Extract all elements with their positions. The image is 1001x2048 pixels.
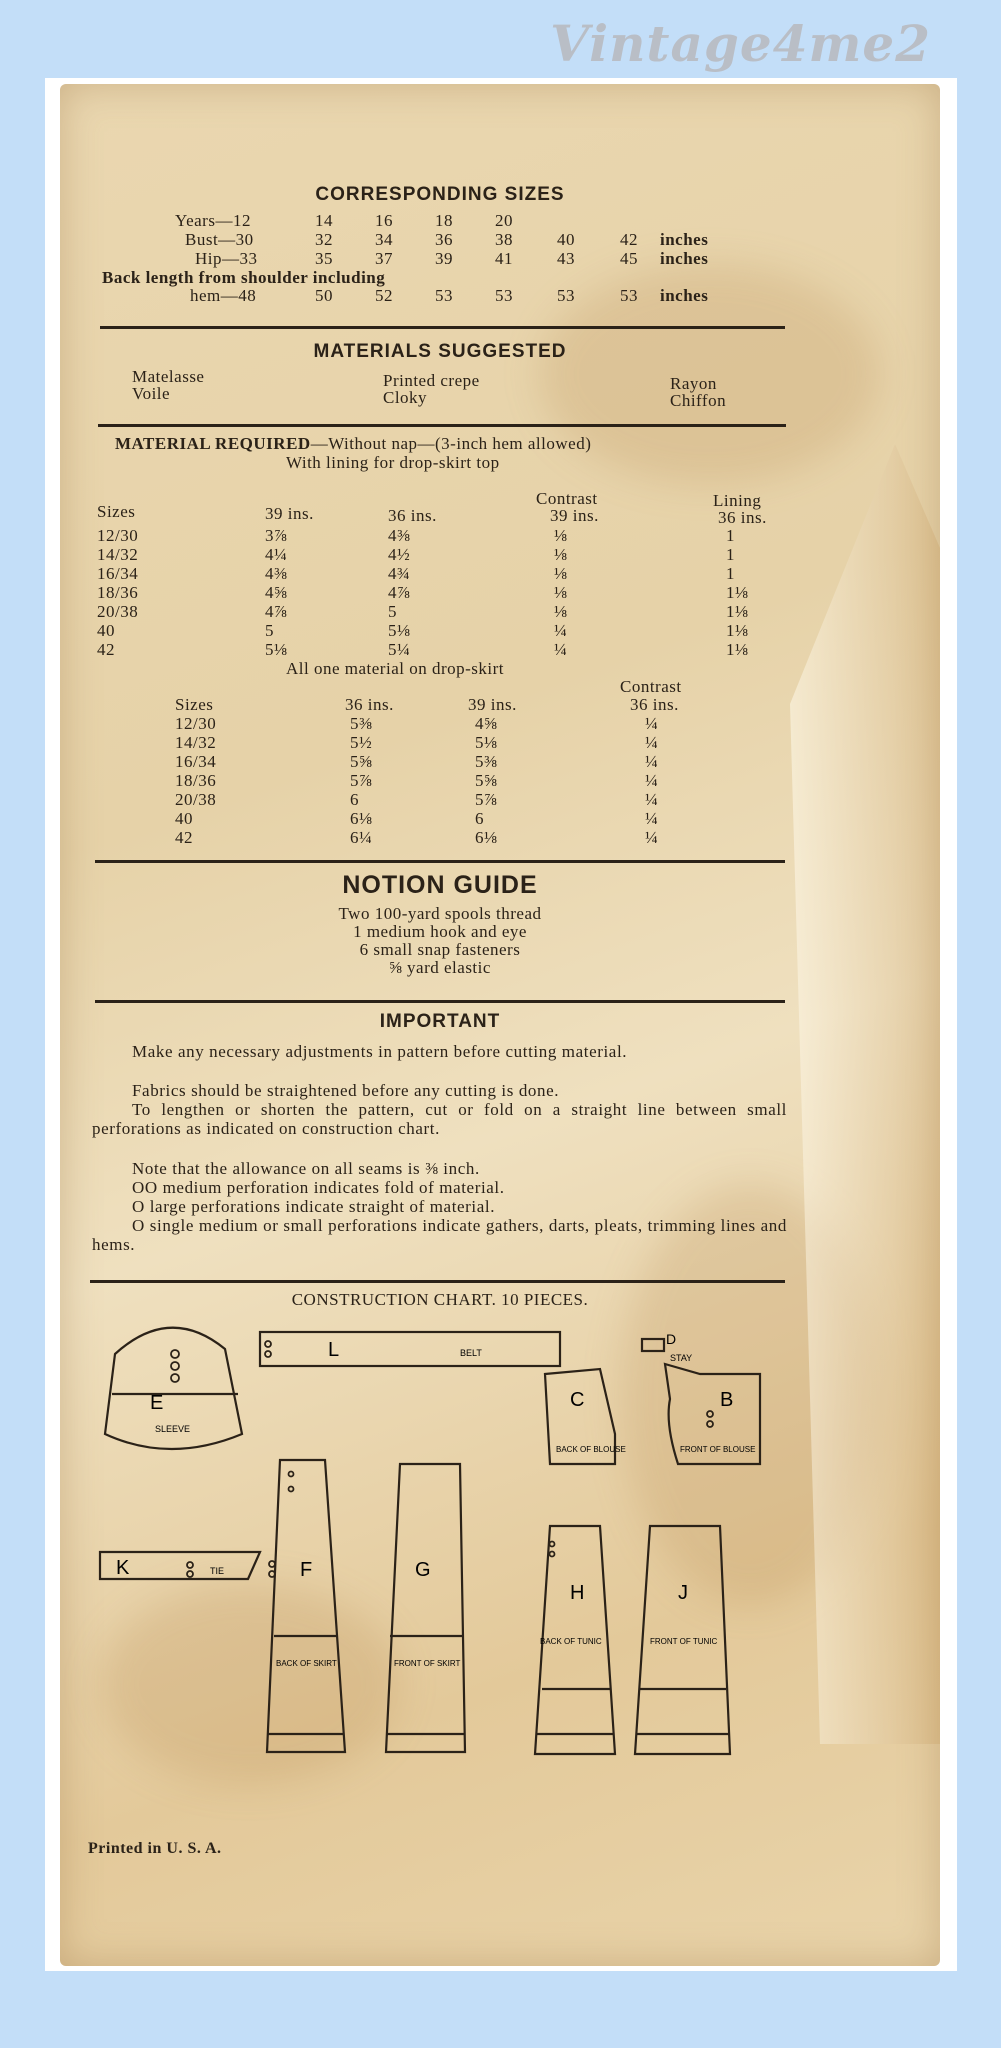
piece-label: FRONT OF SKIRT [394, 1659, 461, 1668]
yardage-cell: ⅛ [554, 583, 568, 602]
important-text: O single medium or small perforations indicate gathers, darts, pleats, trimming lines and hems. [92, 1216, 787, 1254]
important-text: O large perforations indicate straight of material. [132, 1197, 496, 1216]
notion-item: Two 100-yard spools thread [338, 904, 542, 923]
yardage-cell: 1⅛ [726, 583, 749, 602]
piece-letter: L [328, 1339, 340, 1361]
yardage-cell: 5⅜ [350, 714, 373, 733]
piece-letter: B [720, 1389, 734, 1411]
yardage-cell: 5½ [350, 733, 373, 752]
hip-value: 43 [557, 249, 575, 268]
piece-letter: G [415, 1559, 431, 1581]
required-subtitle-2: All one material on drop-skirt [286, 659, 505, 678]
yardage-cell: ¼ [645, 809, 659, 828]
yardage-cell: 4⅜ [265, 564, 288, 583]
col-header: Sizes [97, 502, 136, 521]
piece-letter: H [570, 1582, 585, 1604]
hip-unit: inches [660, 249, 709, 268]
col-header: 39 ins. [468, 695, 517, 714]
size-cell: 40 [175, 809, 193, 828]
size-cell: 16/34 [175, 752, 217, 771]
yardage-cell: 4½ [388, 545, 411, 564]
hem-value: 52 [375, 286, 393, 305]
back-length-label: Back length from shoulder including [102, 268, 386, 287]
material-item: Matelasse [132, 367, 205, 386]
years-value: 20 [495, 211, 513, 230]
yardage-cell: 6¼ [350, 828, 373, 847]
years-value: 14 [315, 211, 333, 230]
divider [100, 326, 785, 329]
important-text: OO medium perforation indicates fold of material. [132, 1178, 505, 1197]
piece-label: SLEEVE [155, 1424, 191, 1434]
col-header: 39 ins. [265, 504, 314, 523]
yardage-cell: ¼ [645, 752, 659, 771]
hip-value: 35 [315, 249, 333, 268]
yardage-cell: ¼ [645, 828, 659, 847]
piece-label: BACK OF TUNIC [540, 1637, 602, 1646]
bust-value: 36 [435, 230, 453, 249]
size-cell: 40 [97, 621, 115, 640]
hip-value: 37 [375, 249, 393, 268]
yardage-cell: ¼ [554, 621, 568, 640]
materials-title: MATERIALS SUGGESTED [313, 341, 567, 362]
yardage-cell: 4⅜ [388, 526, 411, 545]
col-header: 36 ins. [630, 695, 679, 714]
size-cell: 14/32 [175, 733, 217, 752]
col-header: Contrast [620, 677, 682, 696]
pattern-envelope [60, 84, 940, 1966]
bust-value: 40 [557, 230, 575, 249]
yardage-cell: 3⅞ [265, 526, 288, 545]
bust-value: 32 [315, 230, 333, 249]
yardage-cell: 1⅛ [726, 602, 749, 621]
yardage-cell: 4¾ [388, 564, 411, 583]
construction-chart [60, 1314, 820, 1844]
yardage-cell: 1 [726, 545, 735, 564]
yardage-cell: 5⅛ [475, 733, 498, 752]
size-cell: 18/36 [175, 771, 217, 790]
size-cell: 12/30 [175, 714, 217, 733]
yardage-cell: 5 [265, 621, 274, 640]
size-cell: 12/30 [97, 526, 139, 545]
size-cell: 42 [175, 828, 193, 847]
yardage-cell: ¼ [645, 771, 659, 790]
material-item: Printed crepe [383, 371, 480, 390]
piece-letter: K [116, 1557, 130, 1579]
notion-item: 6 small snap fasteners [359, 940, 521, 959]
yardage-cell: 4⅞ [265, 602, 288, 621]
col-header: 36 ins. [718, 508, 767, 527]
hip-value: 41 [495, 249, 513, 268]
yardage-cell: 6⅛ [350, 809, 373, 828]
yardage-cell: 1 [726, 526, 735, 545]
hem-unit: inches [660, 286, 709, 305]
size-cell: 20/38 [175, 790, 217, 809]
bust-value: 38 [495, 230, 513, 249]
yardage-cell: 6⅛ [475, 828, 498, 847]
notion-item: ⅝ yard elastic [389, 958, 491, 977]
yardage-cell: 4⅞ [388, 583, 411, 602]
footer-printed: Printed in U. S. A. [88, 1840, 222, 1857]
yardage-cell: 4¼ [265, 545, 288, 564]
col-header: 36 ins. [345, 695, 394, 714]
years-value: 18 [435, 211, 453, 230]
piece-label: BELT [460, 1348, 482, 1358]
size-cell: 42 [97, 640, 115, 659]
size-cell: 20/38 [97, 602, 139, 621]
bust-label: Bust—30 [185, 230, 254, 249]
years-label: Years—12 [175, 211, 251, 230]
material-item: Chiffon [670, 391, 727, 410]
yardage-cell: ¼ [645, 714, 659, 733]
yardage-cell: ⅛ [554, 564, 568, 583]
hem-label: hem—48 [190, 286, 257, 305]
material-item: Rayon [670, 374, 717, 393]
notion-title: NOTION GUIDE [342, 871, 538, 899]
yardage-cell: 5⅝ [475, 771, 498, 790]
hem-value: 53 [495, 286, 513, 305]
piece-label: TIE [210, 1566, 225, 1576]
required-header [115, 434, 591, 454]
bust-unit: inches [660, 230, 709, 249]
piece-label: STAY [670, 1353, 693, 1363]
sizes-title: CORRESPONDING SIZES [315, 184, 565, 205]
piece-label: FRONT OF BLOUSE [680, 1445, 756, 1454]
notion-item: 1 medium hook and eye [353, 922, 527, 941]
yardage-cell: 5⅜ [475, 752, 498, 771]
divider [98, 424, 786, 427]
divider [95, 1000, 785, 1003]
hip-value: 45 [620, 249, 638, 268]
watermark: Vintage4me2 [550, 14, 931, 73]
size-cell: 18/36 [97, 583, 139, 602]
yardage-cell: 4⅝ [475, 714, 498, 733]
piece-letter: C [570, 1389, 585, 1411]
piece-letter: D [666, 1331, 677, 1347]
yardage-cell: 5⅛ [388, 621, 411, 640]
required-subtitle: With lining for drop-skirt top [286, 453, 500, 472]
hem-value: 53 [620, 286, 638, 305]
yardage-cell: 5⅝ [350, 752, 373, 771]
col-header: 36 ins. [388, 506, 437, 525]
size-cell: 14/32 [97, 545, 139, 564]
yardage-cell: 1 [726, 564, 735, 583]
piece-letter: F [300, 1559, 313, 1581]
yardage-cell: 1⅛ [726, 640, 749, 659]
piece-letter: E [150, 1392, 164, 1414]
important-text: To lengthen or shorten the pattern, cut or fold on a straight line between small perforations as indicated on construction chart. [92, 1100, 787, 1138]
yardage-cell: ⅛ [554, 545, 568, 564]
yardage-cell: ¼ [645, 733, 659, 752]
yardage-cell: 5¼ [388, 640, 411, 659]
divider [90, 1280, 785, 1283]
yardage-cell: 6 [350, 790, 359, 809]
yardage-cell: 1⅛ [726, 621, 749, 640]
piece-label: FRONT OF TUNIC [650, 1637, 718, 1646]
yardage-cell: 6 [475, 809, 484, 828]
col-header: Sizes [175, 695, 214, 714]
hip-label: Hip—33 [195, 249, 258, 268]
piece-letter: J [678, 1582, 688, 1604]
col-header: 39 ins. [550, 506, 599, 525]
yardage-cell: 4⅝ [265, 583, 288, 602]
chart-title: CONSTRUCTION CHART. 10 PIECES. [291, 1290, 589, 1309]
hip-value: 39 [435, 249, 453, 268]
hem-value: 53 [435, 286, 453, 305]
yardage-cell: 5⅛ [265, 640, 288, 659]
important-text: Note that the allowance on all seams is ⅜ inch. [132, 1159, 480, 1178]
hem-value: 50 [315, 286, 333, 305]
divider [95, 860, 785, 863]
col-header: Lining [713, 491, 762, 510]
hem-value: 53 [557, 286, 575, 305]
bust-value: 42 [620, 230, 638, 249]
material-item: Voile [132, 384, 171, 403]
important-text: Make any necessary adjustments in pattern before cutting material. [132, 1042, 628, 1061]
bust-value: 34 [375, 230, 393, 249]
yardage-cell: 5⅞ [475, 790, 498, 809]
yardage-cell: ⅛ [554, 526, 568, 545]
size-cell: 16/34 [97, 564, 139, 583]
yardage-cell: ⅛ [554, 602, 568, 621]
years-value: 16 [375, 211, 393, 230]
piece-label: BACK OF BLOUSE [556, 1445, 626, 1454]
piece-label: BACK OF SKIRT [276, 1659, 337, 1668]
required-title: MATERIAL REQUIRED [115, 434, 311, 453]
yardage-cell: 5 [388, 602, 397, 621]
yardage-cell: 5⅞ [350, 771, 373, 790]
material-item: Cloky [383, 388, 428, 407]
important-text: Fabrics should be straightened before any cutting is done. [132, 1081, 560, 1100]
required-title-rest: —Without nap—(3-inch hem allowed) [310, 434, 592, 453]
important-title: IMPORTANT [379, 1011, 501, 1032]
yardage-cell: ¼ [554, 640, 568, 659]
yardage-cell: ¼ [645, 790, 659, 809]
col-header: Contrast [536, 489, 598, 508]
